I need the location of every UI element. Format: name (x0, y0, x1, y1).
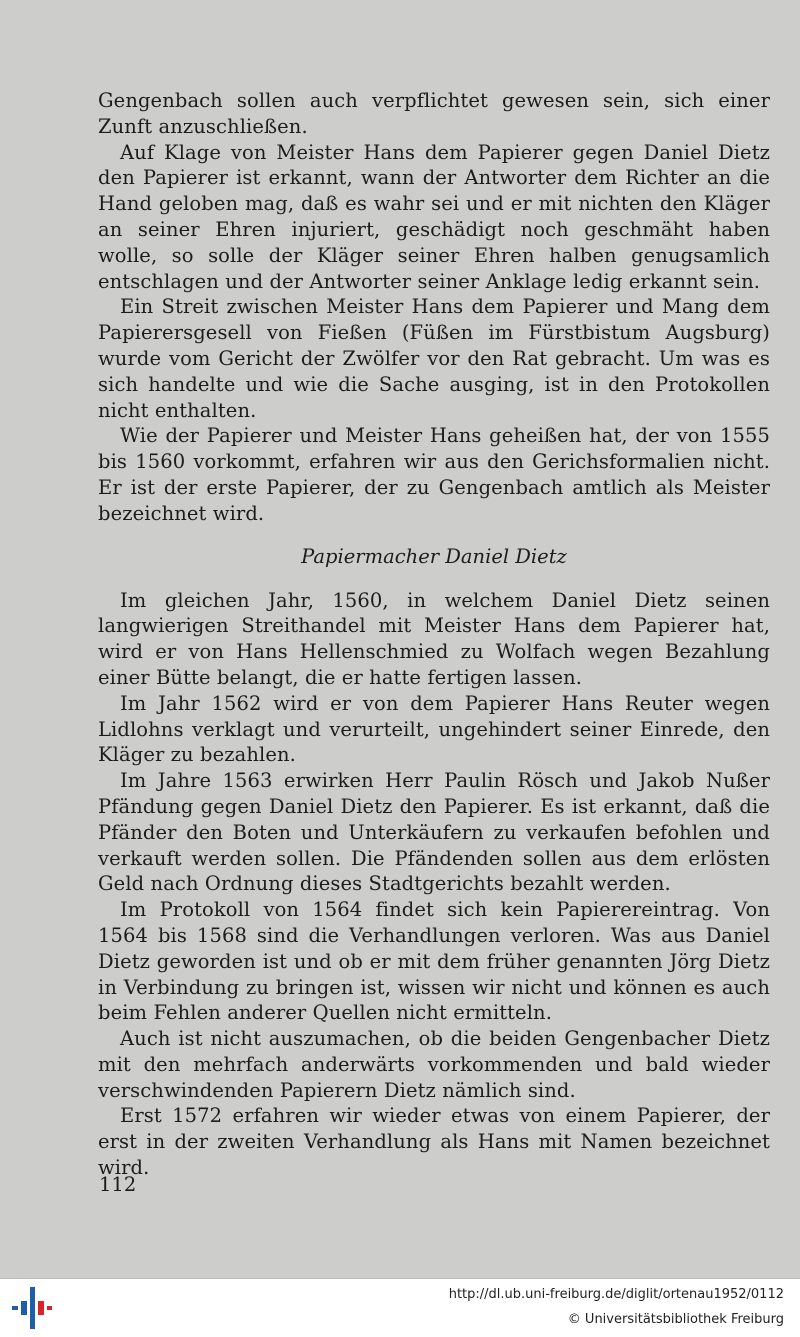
paragraph-gengenbacher-dietz: Auch ist nicht auszumachen, ob die beiden Gengenbacher Dietz mit den mehrfach anderwärts vorkommenden und bald wieder verschwindenden Papierern Dietz nämlich sind. (98, 1027, 770, 1102)
ub-freiburg-logo-icon (12, 1287, 52, 1329)
paragraph-meister-hans: Wie der Papierer und Meister Hans geheißen hat, der von 1555 bis 1560 vorkommt, erfahren wir aus den Gerichsformalien nicht. Er ist der erste Papierer, der zu Gengenbach amtlich als Meister bezeichnet wird. (98, 424, 770, 525)
body-text (98, 88, 770, 1181)
paragraph-streit: Ein Streit zwischen Meister Hans dem Papierer und Mang dem Papierersgesell von Fießen (Füßen im Fürstbistum Augsburg) wurde vom Gericht der Zwölfer vor den Rat gebracht. Um was es sich handelte und wie die Sache ausging, ist in den Protokollen nicht enthalten. (98, 295, 770, 422)
source-url-link[interactable]: http://dl.ub.uni-freiburg.de/diglit/ortenau1952/0112 (448, 1287, 784, 1302)
copyright-notice: © Universitätsbibliothek Freiburg (567, 1312, 784, 1327)
page-number: 112 (99, 1173, 137, 1196)
paragraph-1572: Erst 1572 erfahren wir wieder etwas von einem Papierer, der erst in der zweiten Verhandlung als Hans mit Namen bezeichnet wird. (98, 1104, 770, 1180)
paragraph-continuation: Gengenbach sollen auch verpflichtet gewesen sein, sich einer Zunft anzuschließen. (98, 89, 770, 138)
paragraph-1562: Im Jahr 1562 wird er von dem Papierer Hans Reuter wegen Lidlohns verklagt und verurteilt, ungehindert seiner Einrede, den Kläger zu bezahlen. (98, 691, 770, 767)
section-heading: Papiermacher Daniel Dietz (301, 544, 567, 568)
paragraph-1563: Im Jahre 1563 erwirken Herr Paulin Rösch und Jakob Nußer Pfändung gegen Daniel Dietz den Papierer. Es ist erkannt, daß die Pfänder den Boten und Unterkäufern zu verkaufen befohlen und verkauft werden sollen. Die Pfändenden sollen aus dem erlösten Geld nach Ordnung dieses Stadtgerichts bezahlt werden. (98, 769, 770, 896)
paragraph-1560: Im gleichen Jahr, 1560, in welchem Daniel Dietz seinen langwierigen Streithandel mit Meister Hans dem Papierer hat, wird er von Hans Hellenschmied zu Wolfach wegen Bezahlung einer Bütte belangt, die er hatte fertigen lassen. (98, 588, 770, 689)
paragraph-klage: Auf Klage von Meister Hans dem Papierer gegen Daniel Dietz den Papierer ist erkannt, wann der Antworter dem Richter an die Hand geloben mag, daß es wahr sei und er mit nichten den Kläger an seiner Ehren injuriert, geschädigt noch geschmäht haben wolle, so solle der Kläger seiner Ehren halben genugsamlich entschlagen und der Antworter seiner Anklage ledig erkannt sein. (98, 140, 770, 293)
paragraph-1564: Im Protokoll von 1564 findet sich kein Papierereintrag. Von 1564 bis 1568 sind die Verhandlungen verloren. Was aus Daniel Dietz geworden ist und ob er mit dem früher genannten Jörg Dietz in Verbindung zu bringen ist, wissen wir nicht und können es auch beim Fehlen anderer Quellen nicht ermitteln. (98, 898, 770, 1025)
library-footer (0, 1278, 800, 1337)
